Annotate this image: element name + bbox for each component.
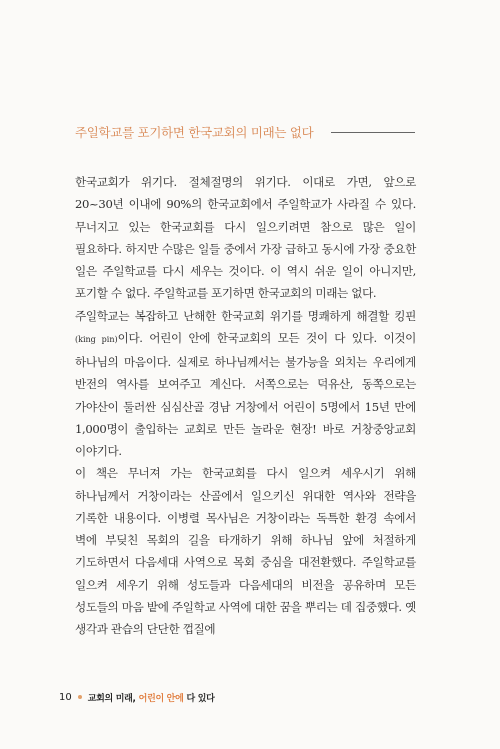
paragraph-2-text-b: 이다. 어린이 안에 한국교회의 모든 것이 다 있다. 이것이 하나님의 마음이다. 실제로 하나님께서는 불가능을 외치는 우리에게 반전의 역사를 보여주고 계신다. 서쪽으로는 덕유산, 동쪽으로는 가야산이 둘러싼 심심산골 경남 거창에서 어린이 5명에서 15년 만에 1,000명이 출입하는 교회로 만든 놀라운 현장! 바로 거창중앙교회 이야기다. bbox=[75, 330, 417, 458]
paragraph-3: 이 책은 무너져 가는 한국교회를 다시 일으켜 세우시기 위해 하나님께서 거창이라는 산골에서 일으키신 위대한 역사와 전략을 기록한 내용이다. 이병렬 목사님은 거창이라는 독특한 환경 속에서 벽에 부딪친 목회의 길을 타개하기 위해 하나님 앞에 처절하게 기도하면서 다음세대 사역으로 목회 중심을 대전환했다. 주일학교를 일으켜 세우기 위해 성도들과 다음세대의 비전을 공유하며 모든 성도들의 마음 밭에 주일학교 사역에 대한 꿈을 뿌리는 데 집중했다. 옛 생각과 관습의 단단한 껍질에 bbox=[75, 466, 416, 636]
book-title-part3: 다 있다 bbox=[186, 693, 215, 704]
section-heading bbox=[75, 121, 415, 143]
body-text bbox=[75, 171, 416, 640]
paragraph-1: 한국교회가 위기다. 절체절명의 위기다. 이대로 가면, 앞으로 20~30년 이내에 90%의 한국교회에서 주일학교가 사라질 수 있다. 무너지고 있는 한국교회를 다시 일으키려면 참으로 많은 일이 필요하다. 하지만 수많은 일들 중에서 가장 급하고 동시에 가장 중요한 일은 주일학교를 다시 세우는 것이다. 이 역시 쉬운 일이 아니지만, 포기할 수 없다. 주일학교를 포기하면 한국교회의 미래는 없다. bbox=[75, 175, 416, 301]
heading-rule bbox=[331, 132, 415, 133]
bullet-dot-icon bbox=[78, 695, 82, 699]
paragraph-2-english-term: (king pin) bbox=[75, 334, 118, 344]
book-title-part2: 어린이 안에 bbox=[138, 693, 184, 704]
section-title: 주일학교를 포기하면 한국교회의 미래는 없다 bbox=[75, 125, 314, 140]
page-footer bbox=[59, 690, 215, 704]
paragraph-2-text-a: 주일학교는 복잡하고 난해한 한국교회 위기를 명쾌하게 해결할 킹핀 bbox=[75, 308, 416, 323]
page-number: 10 bbox=[59, 691, 72, 703]
paragraph-2 bbox=[75, 305, 416, 463]
book-title-part1: 교회의 미래, bbox=[87, 693, 136, 704]
